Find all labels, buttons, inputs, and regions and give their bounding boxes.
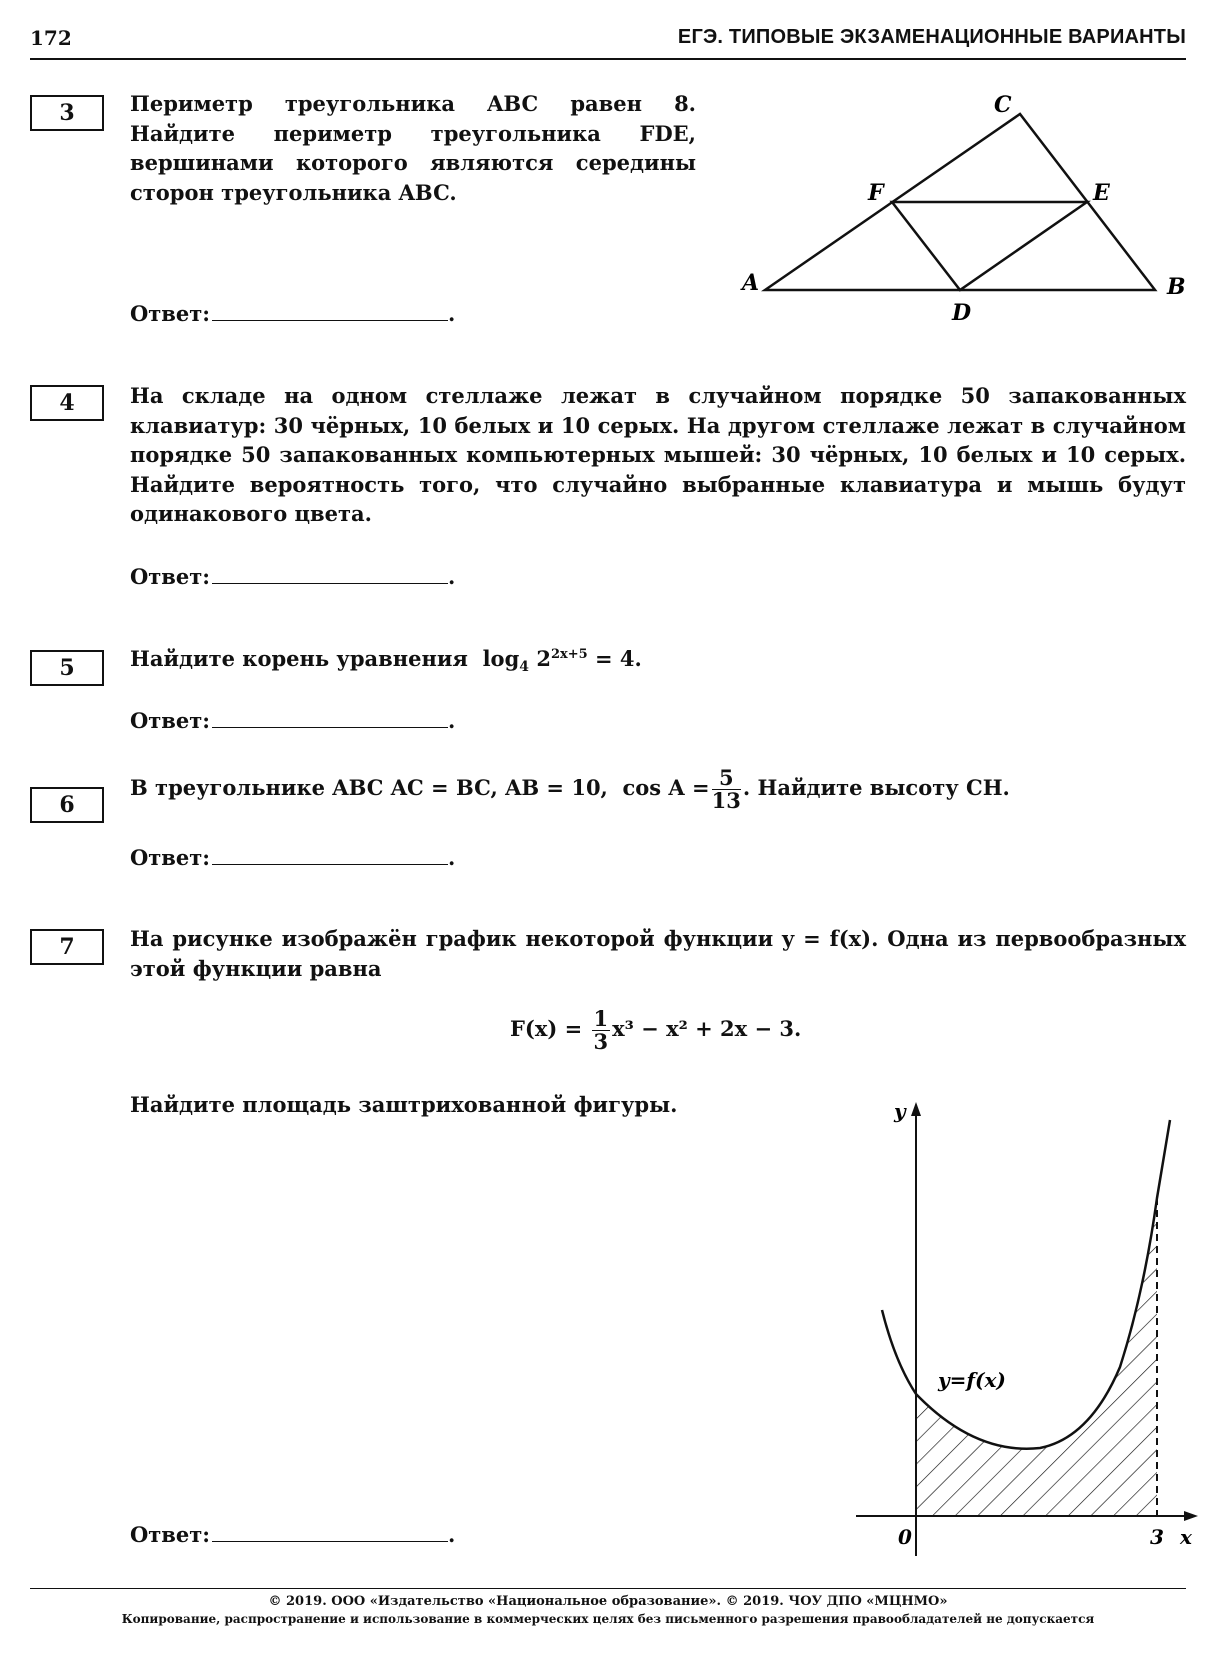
- label-c: C: [994, 92, 1012, 118]
- problem-3-answer: Ответ: .: [130, 301, 456, 326]
- answer-field[interactable]: [212, 300, 448, 321]
- label-d: D: [952, 300, 972, 326]
- fraction-denominator: 13: [711, 788, 741, 814]
- formula-lhs: F(x) =: [510, 1016, 583, 1042]
- curve-label: y=f(x): [938, 1368, 1006, 1392]
- antiderivative-formula: [510, 1008, 801, 1053]
- fraction-numerator: 5: [712, 767, 741, 790]
- equation-rhs: = 4.: [594, 646, 642, 671]
- problem-3-line3: вершинами которого являются середины: [130, 150, 696, 175]
- problem-5-text: [130, 640, 1030, 683]
- problem-4-answer: Ответ: .: [130, 564, 456, 589]
- equation-log: log: [482, 646, 520, 671]
- label-f: F: [868, 180, 884, 206]
- formula-frac-numerator: 1: [593, 1006, 609, 1031]
- answer-label: Ответ:: [130, 301, 211, 326]
- triangle-fde: [892, 202, 1087, 290]
- function-graph: [850, 1100, 1200, 1570]
- y-axis-arrow-icon: [911, 1102, 921, 1116]
- cos-fraction: [712, 767, 741, 812]
- answer-field[interactable]: [212, 844, 448, 865]
- footer-notice: Копирование, распространение и использование в коммерческих целях без письменного разрешения правообладателей не допускается: [121, 1612, 1095, 1626]
- formula-fraction: [592, 1008, 611, 1053]
- x-axis-arrow-icon: [1184, 1511, 1198, 1521]
- problem-6-number: 6: [30, 787, 104, 823]
- answer-field[interactable]: [212, 707, 448, 728]
- origin-label: 0: [898, 1525, 912, 1549]
- x-axis-label: x: [1180, 1525, 1192, 1549]
- label-a: A: [742, 270, 760, 296]
- problem-6-question: . Найдите высоту CH.: [742, 775, 1010, 801]
- answer-label: Ответ:: [130, 708, 211, 733]
- y-axis-label: y: [894, 1100, 906, 1123]
- problem-7-intro: На рисунке изображён график некоторой функции y = f(x). Одна из первообразных этой функции равна: [130, 926, 1186, 981]
- label-b: B: [1167, 274, 1186, 300]
- footer-rule: [30, 1588, 1186, 1589]
- problem-6-answer: Ответ: .: [130, 845, 456, 870]
- tick-label-3: 3: [1150, 1525, 1164, 1549]
- footer-copyright: © 2019. ООО «Издательство «Национальное образование». © 2019. ЧОУ ДПО «МЦНМО»: [268, 1594, 948, 1609]
- problem-3-line2: Найдите периметр треугольника FDE,: [130, 120, 696, 146]
- problem-7-answer: Ответ: .: [130, 1522, 456, 1547]
- answer-field[interactable]: [212, 563, 448, 584]
- problem-5-intro: Найдите корень уравнения: [130, 646, 468, 671]
- problem-7-number: 7: [30, 929, 104, 965]
- answer-field[interactable]: [212, 1521, 448, 1542]
- page-number: 172: [30, 26, 72, 50]
- triangle-figure: [730, 92, 1190, 332]
- answer-label: Ответ:: [130, 845, 211, 870]
- problem-6-intro: В треугольнике ABC AC = BC, AB = 10,: [130, 775, 608, 801]
- shaded-region: [910, 1180, 1170, 1520]
- equation-power-base: 2: [536, 646, 551, 671]
- cos-label: cos A =: [622, 775, 710, 801]
- problem-3-line4: сторон треугольника ABC.: [130, 179, 457, 205]
- formula-frac-denominator: 3: [593, 1029, 609, 1055]
- problem-7-task: Найдите площадь заштрихованной фигуры.: [130, 1092, 678, 1117]
- problem-4-number: 4: [30, 385, 104, 421]
- formula-rest: x³ − x² + 2x − 3.: [612, 1016, 802, 1042]
- answer-label: Ответ:: [130, 564, 211, 589]
- equation-exponent: 2x+5: [550, 647, 588, 662]
- header-rule: [30, 58, 1186, 60]
- problem-3-number: 3: [30, 95, 104, 131]
- problem-3-line1: Периметр треугольника ABC равен 8.: [130, 91, 696, 116]
- problem-5-number: 5: [30, 650, 104, 686]
- problem-4-text: На складе на одном стеллаже лежат в случайном порядке 50 запакованных клавиатур: 30 чёрных, 10 белых и 10 серых. На другом стеллаже лежат в случайном порядке 50 запакованных компьютерных мышей: 30 чёрных, 10 белых и 10 серых. Найдите вероятность того, что случайно выбранные клавиатура и мышь будут одинакового цвета.: [130, 383, 1186, 526]
- label-e: E: [1093, 180, 1110, 206]
- equation-log-base: 4: [519, 659, 529, 676]
- problem-5-answer: Ответ: .: [130, 708, 456, 733]
- answer-label: Ответ:: [130, 1522, 211, 1547]
- running-title: ЕГЭ. ТИПОВЫЕ ЭКЗАМЕНАЦИОННЫЕ ВАРИАНТЫ: [677, 26, 1186, 48]
- problem-6-text: [130, 767, 1130, 812]
- problem-3-text: [130, 89, 696, 207]
